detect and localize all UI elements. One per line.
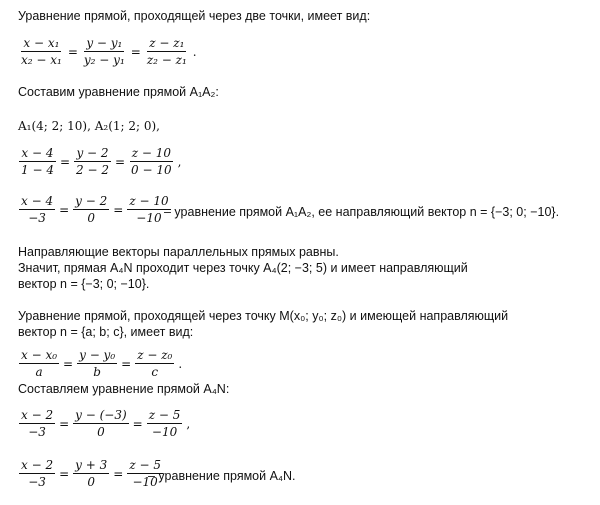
fraction [19, 194, 55, 225]
fraction-numerator: x − 4 [21, 194, 54, 208]
fraction-denominator: −3 [28, 425, 46, 439]
fraction-numerator: z − 5 [129, 458, 161, 472]
parallel-vectors-text: Направляющие векторы параллельных прямых равны. [18, 245, 339, 259]
a4n-equation-label: – уравнение прямой A₄N. [148, 469, 296, 483]
fraction-numerator: x − 2 [21, 408, 54, 422]
fraction-denominator: 0 [87, 475, 96, 489]
fraction [145, 36, 189, 67]
fraction-numerator: y − y₀ [79, 348, 116, 362]
fraction-numerator: y − y₁ [86, 36, 123, 50]
fraction-denominator: −10 [136, 211, 162, 225]
point-vector-form-text: Уравнение прямой, проходящей через точку M(x₀; y₀; z₀) и имеющей направляющий [18, 309, 509, 323]
formula-punctuation: . [178, 356, 183, 371]
equals-sign: = [121, 356, 132, 371]
fraction-numerator: z − 10 [129, 194, 169, 208]
fraction-denominator: −3 [28, 475, 46, 489]
equals-sign: = [113, 466, 124, 481]
fraction [135, 348, 174, 379]
equals-sign: = [67, 44, 78, 59]
formula-punctuation: , [177, 154, 182, 169]
formula-punctuation: . [192, 44, 197, 59]
fraction [19, 146, 56, 177]
fraction-numerator: x − 4 [21, 146, 54, 160]
equals-sign: = [130, 44, 141, 59]
fraction-numerator: z − z₁ [149, 36, 185, 50]
formula-a1a2-simplified [18, 194, 172, 225]
line-a4n-through-point-text: Значит, прямая A₄N проходит через точку A₄(2; −3; 5) и имеет направляющий [18, 261, 468, 275]
equals-sign: = [63, 356, 74, 371]
formula-a4n-simplified [18, 458, 164, 489]
fraction [73, 408, 129, 439]
fraction-denominator: z₂ − z₁ [146, 53, 187, 67]
fraction-denominator: 0 − 10 [131, 163, 172, 177]
formula-general-two-points [18, 36, 200, 67]
equals-sign: = [113, 202, 124, 217]
fraction [77, 348, 117, 379]
fraction [19, 36, 64, 67]
fraction-denominator: 1 − 4 [21, 163, 54, 177]
fraction-numerator: y − (−3) [75, 408, 127, 422]
fraction-numerator: y − 2 [76, 146, 109, 160]
formula-general-point-vector [18, 348, 185, 379]
a1a2-direction-vector-text: – уравнение прямой A₁A₂, ее направляющий вектор n = {−3; 0; −10}. [164, 205, 560, 219]
fraction-numerator: x − x₁ [23, 36, 60, 50]
equals-sign: = [132, 416, 143, 431]
fraction [73, 458, 109, 489]
fraction-denominator: a [35, 365, 43, 379]
fraction [73, 194, 109, 225]
equals-sign: = [59, 466, 70, 481]
fraction-denominator: x₂ − x₁ [21, 53, 62, 67]
fraction-denominator: 2 − 2 [76, 163, 109, 177]
compose-a1a2-text: Составим уравнение прямой A₁A₂: [18, 85, 219, 99]
fraction [74, 146, 111, 177]
formula-punctuation: , [186, 416, 191, 431]
formula-a1a2-substituted [18, 146, 184, 177]
fraction-numerator: z − 10 [131, 146, 171, 160]
fraction [19, 408, 55, 439]
fraction-denominator: 0 [97, 425, 105, 439]
fraction-denominator: b [93, 365, 101, 379]
fraction [147, 408, 183, 439]
equals-sign: = [59, 154, 71, 169]
fraction-numerator: z − 5 [148, 408, 181, 422]
fraction-denominator: c [151, 365, 159, 379]
fraction [19, 458, 55, 489]
fraction-numerator: y − 2 [75, 194, 108, 208]
fraction [82, 36, 127, 67]
fraction-denominator: 0 [87, 211, 96, 225]
formula-a4n-substituted [18, 408, 193, 439]
point-vector-form-text-2: вектор n = {a; b; c}, имеет вид: [18, 325, 194, 339]
fraction [129, 146, 174, 177]
equals-sign: = [59, 202, 70, 217]
points-a1-a2: A₁(4; 2; 10), A₂(1; 2; 0), [18, 119, 160, 133]
fraction-denominator: −10 [132, 475, 158, 489]
fraction-denominator: −3 [28, 211, 46, 225]
fraction-numerator: x − x₀ [21, 348, 58, 362]
fraction-numerator: x − 2 [21, 458, 54, 472]
fraction-numerator: y + 3 [75, 458, 108, 472]
fraction [19, 348, 59, 379]
direction-vector-text: вектор n = {−3; 0; −10}. [18, 277, 150, 291]
compose-a4n-text: Составляем уравнение прямой A₄N: [18, 382, 230, 396]
equals-sign: = [114, 154, 126, 169]
fraction-denominator: y₂ − y₁ [83, 53, 125, 67]
fraction-numerator: z − z₀ [137, 348, 173, 362]
intro-text: Уравнение прямой, проходящей через две точки, имеет вид: [18, 9, 371, 23]
fraction-denominator: −10 [151, 425, 178, 439]
equals-sign: = [59, 416, 70, 431]
